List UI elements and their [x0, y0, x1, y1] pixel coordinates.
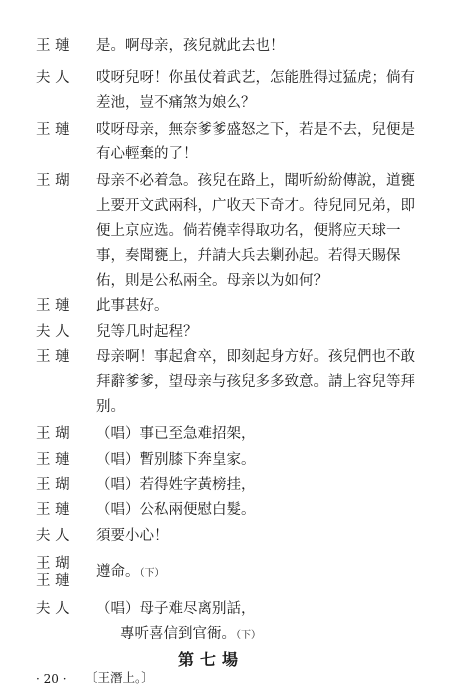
dialogue-line: 母亲啊！事起倉卒，即刻起身方好。孩兒們也不敢	[96, 349, 415, 365]
stage-direction-exit: （下）	[236, 630, 261, 641]
dialogue-line: 有心輕棄的了！	[96, 146, 198, 162]
speaker-label: 夫 人	[36, 70, 70, 86]
dialogue-line: 便上京应选。倘若僥幸得取功名，便將应天球一	[96, 223, 401, 239]
dialogue-line: 兒等几时起程？	[96, 324, 198, 340]
page-number: · 20 ·	[36, 672, 67, 686]
speaker-label: 王 璉	[36, 349, 70, 365]
sung-line	[120, 625, 261, 645]
joint-text: 遵命。	[96, 564, 140, 580]
dialogue-line: 事，奏聞甕上，幷請大兵去剿孙起。若得天賜保	[96, 248, 401, 264]
speaker-label: 王 璉	[36, 452, 70, 468]
dialogue-line: （唱）若得姓字黃榜挂，	[96, 477, 256, 493]
speaker-label: 夫 人	[36, 528, 70, 544]
sung-line: （唱）母子难尽离别話，	[96, 601, 256, 617]
dialogue-line: （唱）暫别膝下奔皇家。	[96, 452, 256, 468]
scene-title: 第七場	[178, 650, 245, 669]
speaker-label: 王 璉	[36, 502, 70, 518]
dialogue-line: 差池，豈不痛煞为娘么？	[96, 95, 256, 111]
dialogue-line: 哎呀兒呀！你虽仗着武艺，怎能胜得过猛虎；倘有	[96, 70, 415, 86]
dialogue-line: （唱）事已至急难招架，	[96, 426, 256, 442]
stage-direction: 〔王潛上。〕	[85, 670, 154, 685]
joint-line	[96, 563, 165, 583]
dialogue-line: 上要开文武兩科，广收天下奇才。待兒同兄弟，即	[96, 198, 415, 214]
speaker-label: 王 瑚	[36, 477, 70, 493]
joint-speaker-1: 王 瑚	[36, 556, 70, 572]
dialogue-line: 哎呀母亲，無奈爹爹盛怒之下，若是不去，兒便是	[96, 122, 415, 138]
dialogue-line: 須要小心！	[96, 528, 169, 544]
speaker-label: 王 瑚	[36, 173, 70, 189]
dialogue-line: 拜辭爹爹，望母亲与孩兒多多致意。請上容兒等拜	[96, 374, 415, 390]
speaker-label: 夫 人	[36, 601, 70, 617]
dialogue-line: 母亲不必着急。孩兒在路上，聞听紛紛傳說，道甕	[96, 173, 415, 189]
dialogue-line: 此事甚好。	[96, 298, 169, 314]
speaker-label: 王 瑚	[36, 426, 70, 442]
speaker-label: 王 璉	[36, 298, 70, 314]
speaker-label: 王 璉	[36, 38, 70, 54]
joint-speaker-2: 王 璉	[36, 573, 70, 589]
speaker-label: 王 璉	[36, 122, 70, 138]
dialogue-line: 是。啊母亲，孩兒就此去也！	[96, 38, 285, 54]
dialogue-line: 别。	[96, 399, 125, 415]
stage-direction-exit: （下）	[139, 568, 165, 579]
dialogue-line: （唱）公私兩便慰白髮。	[96, 502, 256, 518]
sung-text: 專听喜信到官衙。	[120, 626, 236, 642]
speaker-label: 夫 人	[36, 324, 70, 340]
dialogue-line: 佑，則是公私兩全。母亲以为如何？	[96, 273, 328, 289]
